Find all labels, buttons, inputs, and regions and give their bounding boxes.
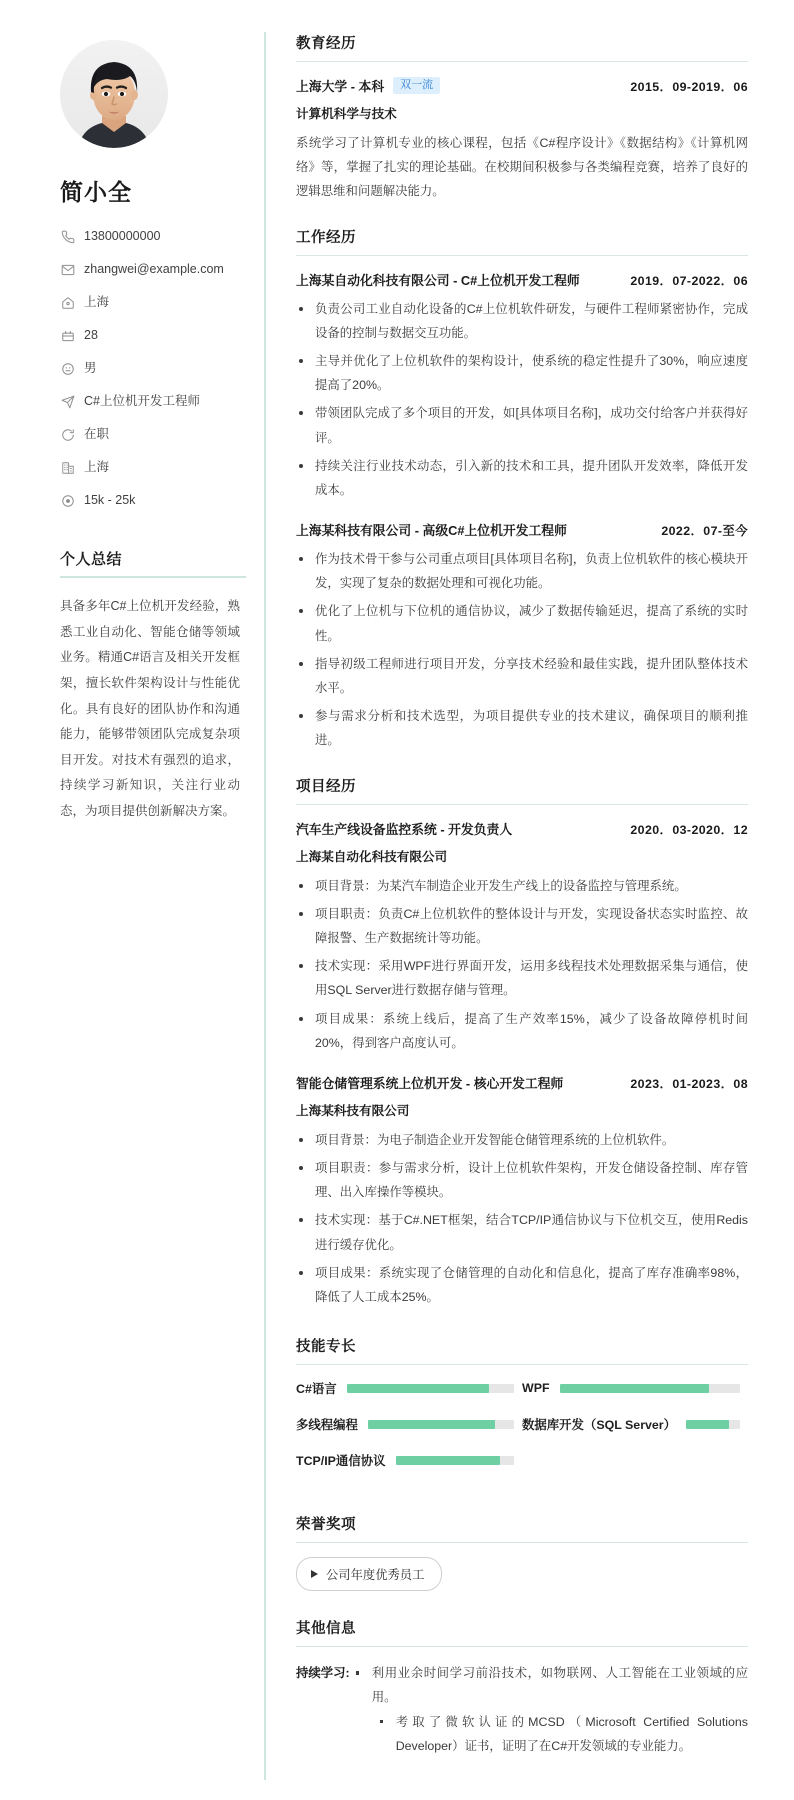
play-triangle-icon [311,1570,318,1578]
education-entry [296,76,748,204]
work-entry [296,270,748,503]
skill-row [522,1379,748,1397]
contact-value: 28 [84,328,98,342]
other-info-list [354,1661,748,1758]
contact-value: 上海 [84,295,110,309]
contact-value: 在职 [84,427,110,441]
other-info-item: 利用业余时间学习前沿技术，如物联网、人工智能在工业领域的应用。 [354,1661,748,1709]
work-title: 上海某自动化科技有限公司 - C#上位机开发工程师 [296,272,580,288]
contact-value: C#上位机开发工程师 [84,394,200,408]
project-date: 2023．01-2023．08 [630,1076,748,1091]
contact-item-salary [60,493,246,508]
contact-item-age [60,328,246,343]
status-icon [60,427,75,442]
portrait-photo-icon [60,40,168,148]
skill-row [522,1415,748,1433]
honor-tag[interactable] [296,1557,442,1591]
entry-header [296,520,748,539]
work-bullets [296,547,748,753]
skill-fill [396,1456,500,1465]
skills-grid [296,1379,748,1487]
honor-tag-label: 公司年度优秀员工 [326,1568,425,1583]
contact-item-work-city [60,460,246,475]
summary-section [60,548,246,825]
contact-item-location [60,295,246,310]
entry-header [296,270,748,289]
bullet-item: 技术实现：采用WPF进行界面开发，运用多线程技术处理数据采集与通信，使用SQL Server进行数据存储与管理。 [296,954,748,1002]
education-date: 2015．09-2019．06 [630,80,748,94]
gender-icon [60,361,75,376]
bullet-item: 项目职责：负责C#上位机软件的整体设计与开发，实现设备状态实时监控、故障报警、生产数据统计等功能。 [296,902,748,950]
skill-label: 数据库开发（SQL Server） [522,1418,677,1433]
avatar [60,40,168,148]
skill-fill [686,1420,729,1429]
contact-list [60,229,246,508]
sidebar [36,28,258,1780]
project-entry [296,1073,748,1309]
work-entry [296,520,748,753]
bullet-item: 项目职责：参与需求分析，设计上位机软件架构，开发仓储设备控制、库存管理、出入库操作等模块。 [296,1156,748,1204]
bullet-item: 指导初级工程师进行项目开发，分享技术经验和最佳实践，提升团队整体技术水平。 [296,652,748,700]
skill-row [296,1379,522,1397]
contact-item-status [60,427,246,442]
skill-fill [560,1384,710,1393]
bullet-item: 带领团队完成了多个项目的开发，如[具体项目名称]，成功交付给客户并获得好评。 [296,401,748,449]
bullet-item: 项目成果：系统上线后，提高了生产效率15%，减少了设备故障停机时间20%，得到客户高度认可。 [296,1007,748,1055]
entry-header [296,819,748,838]
column-divider [264,32,266,1780]
bullet-item: 项目成果：系统实现了仓储管理的自动化和信息化，提高了库存准确率98%，降低了人工成本25%。 [296,1261,748,1309]
section-skills [296,1335,748,1487]
education-description: 系统学习了计算机专业的核心课程，包括《C#程序设计》《数据结构》《计算机网络》等，掌握了扎实的理论基础。在校期间积极参与各类编程竞赛，培养了良好的逻辑思维和问题解决能力。 [296,136,748,199]
education-heading: 教育经历 [296,32,748,62]
bullet-item: 参与需求分析和技术选型，为项目提供专业的技术建议，确保项目的顺利推进。 [296,704,748,752]
project-company: 上海某科技有限公司 [296,1103,410,1118]
work-date: 2022．07-至今 [661,524,748,539]
contact-item-email [60,262,246,277]
summary-heading: 个人总结 [60,548,246,578]
contact-item-gender [60,361,246,376]
contact-value: 男 [84,361,97,375]
projects-heading: 项目经历 [296,775,748,805]
work-bullets [296,297,748,503]
section-education [296,32,748,204]
honors-heading: 荣誉奖项 [296,1513,748,1543]
skill-track [368,1420,514,1429]
other-info-heading: 其他信息 [296,1617,748,1647]
project-entry [296,819,748,1055]
summary-text: 具备多年C#上位机开发经验，熟悉工业自动化、智能仓储等领域业务。精通C#语言及相关开发框架，擅长软件架构设计与性能优化。具有良好的团队协作和沟通能力，能够带领团队完成复杂项目开发。对技术有强烈的追求，持续学习新知识，关注行业动态，为项目提供创新解决方案。 [60,599,240,818]
target-job-icon [60,394,75,409]
project-title: 汽车生产线设备监控系统 - 开发负责人 [296,821,513,837]
contact-item-phone [60,229,246,244]
email-icon [60,262,75,277]
person-name: 简小全 [60,179,132,205]
skill-track [396,1456,515,1465]
project-company: 上海某自动化科技有限公司 [296,849,448,864]
project-bullets [296,874,748,1055]
bullet-item: 主导并优化了上位机软件的架构设计，使系统的稳定性提升了30%，响应速度提高了20%。 [296,349,748,397]
skill-label: 多线程编程 [296,1418,358,1433]
building-icon [60,460,75,475]
phone-icon [60,229,75,244]
section-projects [296,775,748,1310]
entry-header [296,76,748,95]
section-work [296,226,748,753]
honor-tag-list [296,1557,748,1591]
status-badge: 双一流 [393,77,440,95]
project-date: 2020．03-2020．12 [630,822,748,837]
bullet-item: 项目背景：为电子制造企业开发智能仓储管理系统的上位机软件。 [296,1128,748,1152]
project-title: 智能仓储管理系统上位机开发 - 核心开发工程师 [296,1075,564,1091]
skills-heading: 技能专长 [296,1335,748,1365]
education-school: 上海大学 - 本科 [296,79,385,94]
bullet-item: 负责公司工业自动化设备的C#上位机软件研发，与硬件工程师紧密协作，完成设备的控制与数据交互功能。 [296,297,748,345]
contact-item-target-job [60,394,246,409]
skill-fill [368,1420,495,1429]
bullet-item: 优化了上位机与下位机的通信协议，减少了数据传输延迟，提高了系统的实时性。 [296,599,748,647]
contact-value: 15k - 25k [84,493,136,507]
bullet-item: 作为技术骨干参与公司重点项目[具体项目名称]，负责上位机软件的核心模块开发，实现了复杂的数据处理和可视化功能。 [296,547,748,595]
home-icon [60,295,75,310]
other-info-label: 持续学习: [296,1666,350,1681]
skill-row [296,1451,522,1469]
work-title: 上海某科技有限公司 - 高级C#上位机开发工程师 [296,523,567,539]
skill-track [347,1384,514,1393]
bullet-item: 持续关注行业技术动态，引入新的技术和工具，提升团队开发效率，降低开发成本。 [296,454,748,502]
skill-track [686,1420,740,1429]
section-honors [296,1513,748,1591]
skill-label: C#语言 [296,1382,337,1397]
skill-row [296,1415,522,1433]
education-major: 计算机科学与技术 [296,107,397,121]
education-title-row [296,76,620,95]
work-heading: 工作经历 [296,226,748,256]
contact-value: zhangwei@example.com [84,262,224,276]
main-column [296,28,748,1780]
project-bullets [296,1128,748,1309]
skill-label: TCP/IP通信协议 [296,1454,386,1469]
other-info-row [296,1661,748,1758]
skill-fill [347,1384,489,1393]
skill-track [560,1384,740,1393]
entry-header [296,1073,748,1092]
other-info-item: 考取了微软认证的MCSD（Microsoft Certified Solutions Developer）证书，证明了在C#开发领域的专业能力。 [378,1710,748,1758]
section-other-info [296,1617,748,1758]
work-date: 2019．07-2022．06 [630,273,748,288]
bullet-item: 项目背景：为某汽车制造企业开发生产线上的设备监控与管理系统。 [296,874,748,898]
bullet-item: 技术实现：基于C#.NET框架，结合TCP/IP通信协议与下位机交互，使用Redis进行缓存优化。 [296,1208,748,1256]
skill-label: WPF [522,1381,550,1396]
salary-icon [60,493,75,508]
contact-value: 上海 [84,460,110,474]
contact-value: 13800000000 [84,229,161,243]
calendar-icon [60,328,75,343]
